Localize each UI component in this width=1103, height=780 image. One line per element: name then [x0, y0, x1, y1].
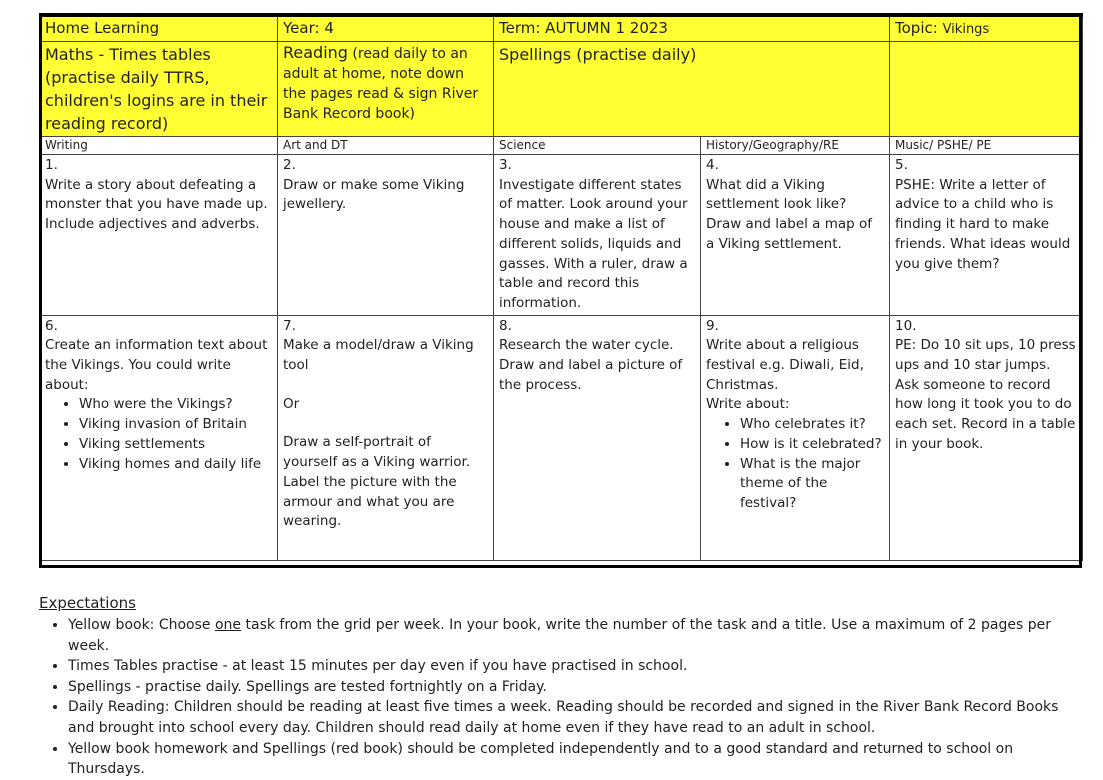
task-number: 1. — [45, 157, 58, 173]
task-4 — [701, 155, 890, 316]
task-text: Make a model/draw a Viking tool — [283, 337, 474, 374]
task-number: 9. — [706, 317, 719, 334]
task-10 — [890, 315, 1083, 560]
task-subtext: Write about: — [706, 396, 790, 413]
home-learning-grid — [39, 13, 1082, 561]
task-text: Draw or make some Viking jewellery. — [283, 176, 465, 213]
task-number: 3. — [499, 157, 512, 173]
task-number: 2. — [283, 157, 296, 173]
task-6 — [40, 315, 278, 560]
list-item: • Viking invasion of Britain — [79, 415, 272, 435]
task-text: Research the water cycle. Draw and label a picture of the process. — [499, 337, 683, 393]
task-9-bullets — [706, 415, 884, 514]
expectations-list — [39, 615, 1089, 780]
header-year: Year: 4 — [278, 15, 494, 42]
task-text: What did a Viking settlement look like? Draw and label a map of a Viking settlement. — [706, 176, 873, 252]
task-row-2 — [40, 315, 1083, 560]
expectations-title: Expectations — [39, 594, 136, 612]
task-table — [39, 13, 1083, 561]
task-number: 7. — [283, 317, 296, 334]
item-emphasis: one — [214, 617, 242, 633]
empty-yellow-cell — [890, 42, 1083, 137]
subject-music-pshe-pe: Music/ PSHE/ PE — [890, 137, 1083, 155]
task-text: Create an information text about the Vikings. You could write about: — [45, 337, 268, 393]
list-item — [68, 615, 1089, 656]
task-6-bullets — [45, 395, 272, 474]
task-or: Or — [283, 395, 300, 412]
task-1 — [40, 155, 278, 316]
task-number: 10. — [895, 317, 917, 334]
task-8 — [494, 315, 701, 560]
item-text: task from the grid per week. In your book, write the number of the task and a title. Use a maximum of 2 pages per week. — [68, 617, 1051, 654]
list-item: • What is the major theme of the festival? — [740, 455, 884, 514]
topic-value: Vikings — [942, 22, 990, 37]
list-item: • Viking homes and daily life — [79, 455, 272, 475]
task-3 — [494, 155, 701, 316]
reading-title: Reading — [283, 43, 348, 62]
task-number: 4. — [706, 157, 719, 173]
task-number: 6. — [45, 317, 58, 334]
reading-cell — [278, 42, 494, 137]
list-item: • How is it celebrated? — [740, 435, 884, 455]
task-text: Write about a religious festival e.g. Diwali, Eid, Christmas. — [706, 337, 864, 393]
task-number: 5. — [895, 157, 908, 173]
header-title: Home Learning — [40, 15, 278, 42]
task-text: PSHE: Write a letter of advice to a child who is finding it hard to make friends. What ideas would you give them? — [895, 176, 1071, 272]
task-7 — [278, 315, 494, 560]
header-term — [494, 15, 890, 42]
reading-note: (read daily to an adult at home, note down the pages read & sign River Bank Record book) — [283, 46, 479, 122]
task-text: Draw a self-portrait of yourself as a Viking warrior. Label the picture with the armour and what you are wearing. — [283, 434, 471, 530]
list-item: • Who were the Vikings? — [79, 395, 272, 415]
list-item: • Who celebrates it? — [740, 415, 884, 435]
expectations-section — [39, 593, 1089, 780]
list-item: • Yellow book homework and Spellings (red book) should be completed independently and to a good standard and returned to school on Thursdays. — [68, 739, 1089, 780]
subject-art-dt: Art and DT — [278, 137, 494, 155]
task-2 — [278, 155, 494, 316]
task-text: Write a story about defeating a monster that you have made up. Include adjectives and adverbs. — [45, 176, 268, 233]
task-5 — [890, 155, 1083, 316]
header-row — [40, 15, 1083, 42]
subject-science: Science — [494, 137, 701, 155]
subject-humanities: History/Geography/RE — [701, 137, 890, 155]
list-item: • Times Tables practise - at least 15 minutes per day even if you have practised in school. — [68, 656, 1089, 677]
maths-cell: Maths - Times tables (practise daily TTRS, children's logins are in their reading record) — [40, 42, 278, 137]
subject-header-row — [40, 137, 1083, 155]
list-item: • Spellings - practise daily. Spellings are tested fortnightly on a Friday. — [68, 677, 1089, 698]
subject-writing: Writing — [40, 137, 278, 155]
item-text: Yellow book: Choose — [68, 617, 215, 633]
spellings-cell: Spellings (practise daily) — [494, 42, 890, 137]
list-item: • Viking settlements — [79, 435, 272, 455]
topic-label: Topic: — [895, 19, 943, 37]
header-topic — [890, 15, 1083, 42]
task-row-1 — [40, 155, 1083, 316]
list-item: • Daily Reading: Children should be reading at least five times a week. Reading should be recorded and signed in the River Bank Record Books and brought into school every day. Children should read daily at home even if they have read to an adult in school. — [68, 697, 1089, 738]
task-text: PE: Do 10 sit ups, 10 press ups and 10 star jumps. Ask someone to record how long it took you to do each set. Record in a table in your book. — [895, 337, 1076, 452]
task-9 — [701, 315, 890, 560]
term-text: Term: AUTUMN 1 2023 — [499, 19, 668, 37]
task-text: Investigate different states of matter. Look around your house and make a list of different solids, liquids and gasses. With a ruler, draw a table and record this information. — [499, 176, 688, 311]
daily-tasks-row — [40, 42, 1083, 137]
task-number: 8. — [499, 317, 512, 334]
